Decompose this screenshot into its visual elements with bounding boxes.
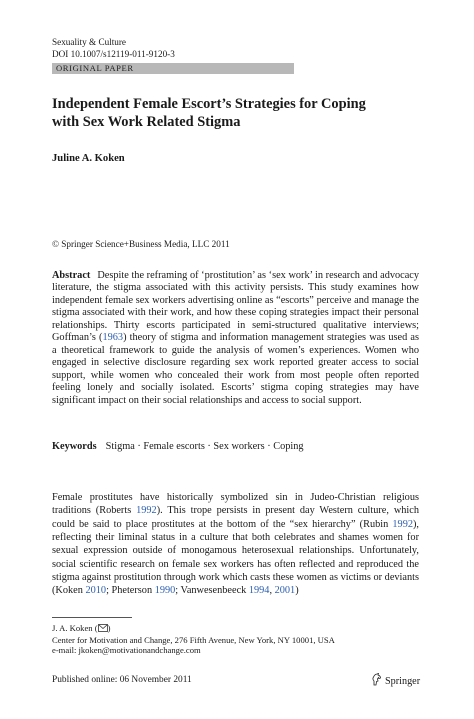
article-type: ORIGINAL PAPER: [56, 63, 134, 73]
intro-text: ; Pheterson: [106, 585, 155, 597]
affiliation-institution: Center for Motivation and Change, 276 Fifth Avenue, New York, NY 10001, USA: [52, 634, 335, 645]
publisher-logo: [371, 673, 420, 689]
published-date: Published online: 06 November 2011: [52, 675, 192, 685]
intro-text: ): [295, 585, 299, 597]
author-name: Juline A. Koken: [52, 153, 125, 164]
article-title: [52, 96, 432, 131]
envelope-icon[interactable]: [98, 624, 108, 635]
doi: DOI 10.1007/s12119-011-9120-3: [52, 48, 175, 59]
citation-link[interactable]: 1963: [102, 332, 124, 344]
citation-link[interactable]: 2001: [274, 585, 296, 597]
title-line-1: Independent Female Escort’s Strategies for Coping: [52, 96, 366, 112]
affiliation-author-name: J. A. Koken (: [52, 623, 98, 633]
affiliation-email[interactable]: e-mail: jkoken@motivationandchange.com: [52, 645, 201, 656]
keywords-text: Stigma · Female escorts · Sex workers · Coping: [105, 441, 304, 452]
citation-link[interactable]: 1992: [392, 518, 413, 530]
citation-link[interactable]: 2010: [85, 585, 107, 597]
intro-text: Female prostitutes have historically symbolized sin in Judeo-Christian religious traditions (Roberts: [52, 492, 419, 517]
title-line-2: with Sex Work Related Stigma: [52, 113, 241, 130]
intro-text: ), reflecting their liminal status in a culture that both celebrates and shames women for sexual expression outside of monogamous heterosexual relationships. Unfortunately, social scientific research on female sex workers has often reflected and reproduced the stigma against prostitution through work which casts these women as victims or deviants (Koken: [52, 518, 419, 597]
intro-text: ). This trope persists in present day Western culture, which could be said to place prostitutes at the bottom of the “sex hierarchy” (Rubin: [52, 505, 419, 530]
citation-link[interactable]: 1994: [248, 585, 270, 597]
intro-text: ; Vanwesenbeeck: [175, 585, 249, 597]
publisher-name: Springer: [385, 675, 421, 687]
article-type-bar: [52, 63, 294, 74]
keywords: [52, 441, 422, 452]
affiliation-author-close: ): [107, 623, 111, 633]
abstract-text-1: Despite the reframing of ‘prostitution’ as ‘sex work’ in research and advocacy literature, the stigma associated with this activity persists. This study examines how independent female sex workers advertising online as “escorts” perceive and manage the stigma associated with their work, and how these coping strategies impact their personal relationships. Thirty escorts participated in semi-structured qualitative interviews; Goffman’s (: [52, 270, 419, 344]
citation-link[interactable]: 1990: [154, 585, 176, 597]
abstract-label: Abstract: [52, 270, 91, 281]
journal-name: Sexuality & Culture: [52, 37, 127, 47]
abstract: [52, 270, 419, 407]
copyright: © Springer Science+Business Media, LLC 2011: [52, 239, 230, 249]
abstract-text-2: ) theory of stigma and information management strategies was used as a theoretical framework to guide the analysis of women’s experiences. Women who engaged in selective disclosure regarding sex work reported greater access to social support, while women who concealed their work from most people often reported feeling lonely and socially isolated. Escorts’ stigma coping strategies may have significant impact on their social relationships and access to social support.: [52, 332, 420, 406]
intro-paragraph: [52, 491, 419, 598]
intro-text: ,: [269, 585, 275, 597]
springer-horse-icon: [371, 673, 382, 689]
journal-header: [52, 37, 175, 60]
citation-link[interactable]: 1992: [136, 505, 157, 517]
affiliation: [52, 623, 335, 656]
affiliation-author: [52, 623, 335, 635]
footnote-rule: [52, 617, 132, 618]
keywords-label: Keywords: [52, 441, 97, 452]
